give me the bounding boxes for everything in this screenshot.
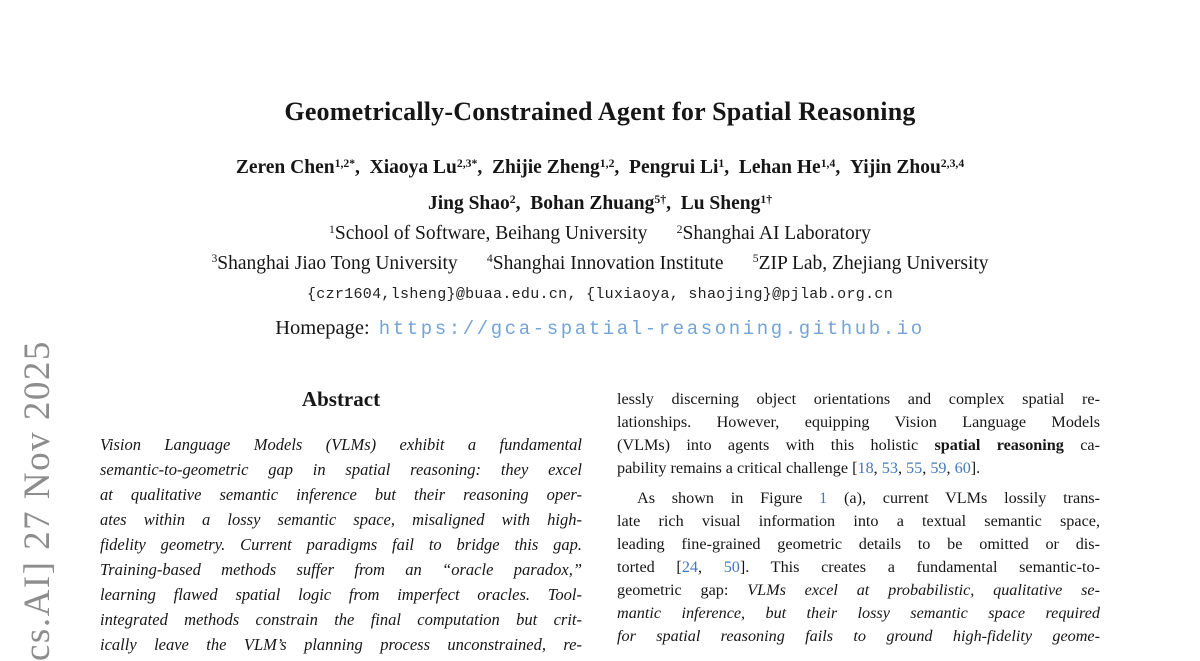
citation-link[interactable]: 18 <box>857 459 874 477</box>
text-segment: Shanghai Jiao Tong University <box>217 252 458 274</box>
author-block <box>0 151 1200 223</box>
intro-paragraph-2 <box>617 487 1100 648</box>
text-segment: 1† <box>760 192 773 206</box>
text-segment: , <box>698 558 724 576</box>
paper-title: Geometrically-Constrained Agent for Spatial Reasoning <box>284 97 916 126</box>
text-segment: , <box>946 459 955 477</box>
text-segment <box>647 223 676 244</box>
authors-line-1 <box>0 151 1200 187</box>
text-segment: , <box>897 459 907 477</box>
text-segment: , <box>515 193 531 214</box>
text-line <box>617 388 1100 411</box>
text-line: ically leave the VLM’s planning process unconstrained, re- <box>100 635 582 654</box>
text-segment: , <box>835 157 850 178</box>
text-segment: (VLMs) into agents with this holistic <box>617 436 935 454</box>
text-line <box>617 510 1100 533</box>
text-line <box>617 533 1100 556</box>
text-segment: ZIP Lab, Zhejiang University <box>758 252 989 274</box>
text-segment: 2,3,4 <box>940 156 965 170</box>
text-segment: Shanghai AI Laboratory <box>682 223 871 244</box>
text-segment: , <box>355 157 370 178</box>
text-segment: 2,3* <box>456 156 478 170</box>
text-segment: lationships. However, equipping Vision Language Models <box>617 413 1100 431</box>
text-segment: leading fine-grained geometric details to be omitted or dis- <box>617 535 1100 553</box>
text-segment <box>458 253 487 274</box>
text-segment: , <box>922 459 931 477</box>
text-line <box>617 411 1100 434</box>
affiliations-line-1 <box>0 220 1200 250</box>
text-line: Vision Language Models (VLMs) exhibit a fundamental <box>100 435 582 454</box>
text-segment: 5† <box>654 192 667 206</box>
text-segment: ]. <box>970 459 981 477</box>
text-segment: lessly discerning object orientations and complex spatial re- <box>617 390 1100 408</box>
text-segment: , <box>666 193 681 214</box>
text-line <box>617 457 1100 480</box>
text-segment: School of Software, Beihang University <box>334 223 648 244</box>
citation-link[interactable]: 1 <box>819 489 828 507</box>
text-segment: 1 <box>329 222 335 236</box>
text-segment: Zhijie Zheng <box>491 157 600 178</box>
text-line <box>617 556 1100 579</box>
text-segment: 5 <box>752 252 759 266</box>
text-segment: Yijin Zhou <box>849 157 941 178</box>
text-segment: , <box>477 157 492 178</box>
abstract-heading: Abstract <box>301 387 381 411</box>
text-segment: As shown in Figure <box>637 489 820 507</box>
text-line: Training-based methods suffer from an “oracle paradox,” <box>100 560 582 579</box>
text-segment: late rich visual information into a textual semantic space, <box>617 512 1100 530</box>
text-line <box>617 434 1100 457</box>
homepage-row <box>0 317 1200 340</box>
text-line <box>617 487 1100 510</box>
text-line: semantic-to-geometric gap in spatial reasoning: they excel <box>100 460 582 479</box>
text-segment: Lehan He <box>738 157 821 178</box>
text-line: integrated methods constrain the final computation but crit- <box>100 610 582 629</box>
text-segment: (a), current VLMs lossily trans- <box>827 489 1100 507</box>
text-line <box>617 625 1100 648</box>
citation-link[interactable]: 60 <box>954 459 971 477</box>
citation-link[interactable]: 55 <box>906 459 923 477</box>
citation-link[interactable]: 50 <box>723 558 740 576</box>
text-segment: VLMs excel at probabilistic, qualitative se- <box>747 581 1101 599</box>
text-segment: Bohan Zhuang <box>530 193 655 214</box>
text-segment: 1 <box>718 156 725 170</box>
text-segment: , <box>724 157 739 178</box>
arxiv-watermark: cs.AI] 27 Nov 2025 <box>17 340 58 661</box>
text-segment: Lu Sheng <box>680 193 761 214</box>
text-segment: mantic inference, but their lossy semantic space required <box>617 604 1100 622</box>
text-line <box>617 602 1100 625</box>
text-line: at qualitative semantic inference but their reasoning oper- <box>100 485 582 504</box>
affiliations-line-2 <box>0 250 1200 280</box>
text-segment: spatial reasoning <box>934 436 1064 454</box>
text-segment: pability remains a critical challenge [ <box>617 459 858 477</box>
text-segment: ca- <box>1063 436 1100 454</box>
text-segment: Xiaoya Lu <box>369 157 457 178</box>
citation-link[interactable]: 53 <box>881 459 898 477</box>
text-line <box>617 579 1100 602</box>
text-segment: 1,2 <box>599 156 615 170</box>
text-line: learning flawed spatial logic from imperfect oracles. Tool- <box>100 585 582 604</box>
left-column <box>100 386 582 657</box>
text-segment: geometric gap: <box>617 581 748 599</box>
citation-link[interactable]: 24 <box>681 558 698 576</box>
text-segment: ]. This creates a fundamental semantic-to- <box>739 558 1100 576</box>
homepage-label: Homepage: <box>275 317 370 339</box>
text-segment: 4 <box>486 252 493 266</box>
text-segment: Jing Shao <box>427 193 510 214</box>
text-segment <box>723 253 752 274</box>
author-emails: {czr1604,lsheng}@buaa.edu.cn, {luxiaoya, shaojing}@pjlab.org.cn <box>307 286 893 303</box>
text-segment: 3 <box>211 252 218 266</box>
right-column <box>617 388 1100 648</box>
text-segment: 2 <box>509 192 516 206</box>
authors-line-2 <box>0 187 1200 223</box>
text-segment: 2 <box>676 222 683 236</box>
citation-link[interactable]: 59 <box>930 459 947 477</box>
text-segment: 1,2* <box>334 156 356 170</box>
text-segment: Zeren Chen <box>235 157 335 178</box>
text-segment: Pengrui Li <box>629 157 719 178</box>
text-segment: torted [ <box>617 558 682 576</box>
text-segment: , <box>614 157 630 178</box>
abstract-text <box>100 432 582 657</box>
text-segment: , <box>873 459 882 477</box>
text-segment: for spatial reasoning fails to ground high-fidelity geome- <box>617 627 1100 645</box>
text-segment: 1,4 <box>820 156 836 170</box>
homepage-link[interactable]: https://gca-spatial-reasoning.github.io <box>378 318 925 340</box>
text-line: fidelity geometry. Current paradigms fail to bridge this gap. <box>100 535 582 554</box>
text-line: ates within a lossy semantic space, misaligned with high- <box>100 510 582 529</box>
affiliation-block <box>0 220 1200 279</box>
intro-paragraph-1 <box>617 388 1100 480</box>
text-segment: Shanghai Innovation Institute <box>492 252 724 274</box>
